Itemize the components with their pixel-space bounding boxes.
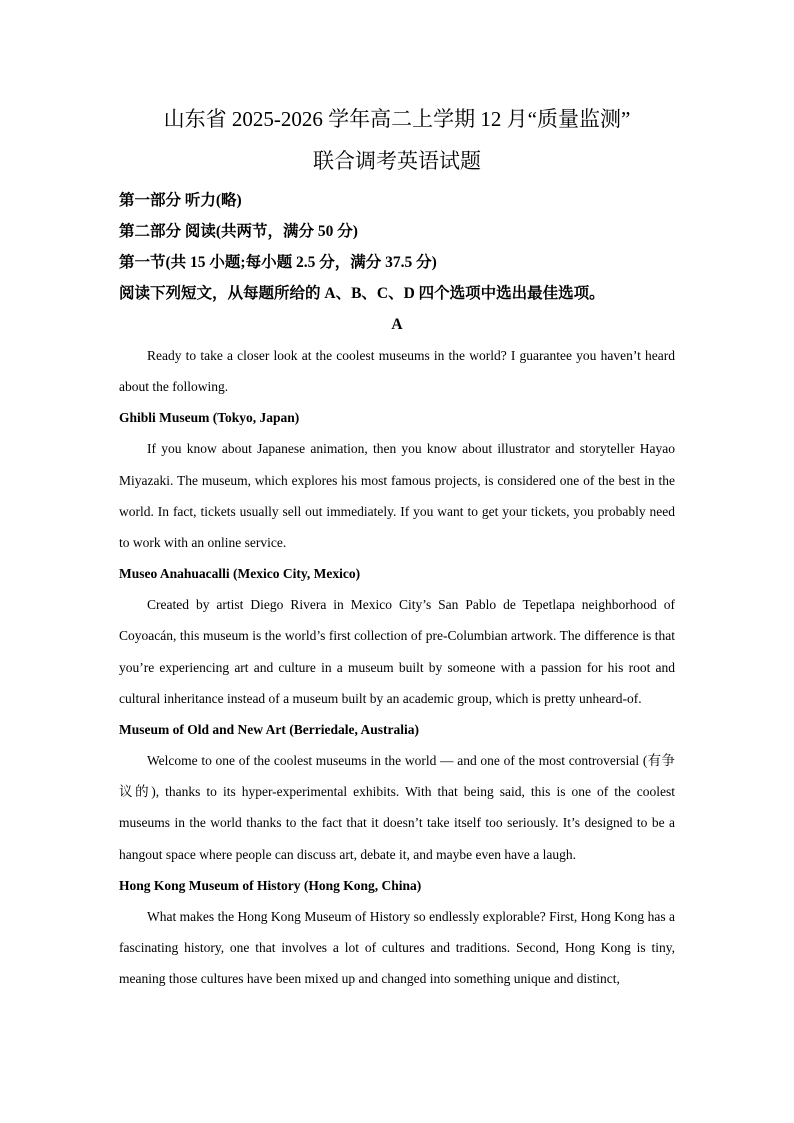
document-title-line2: 联合调考英语试题 bbox=[313, 149, 481, 173]
museum-name-hongkong: Hong Kong Museum of History (Hong Kong, China) bbox=[119, 877, 422, 893]
section1-heading: 第一节(共 15 小题;每小题 2.5 分，满分 37.5 分) bbox=[119, 254, 437, 271]
part1-heading: 第一部分 听力(略) bbox=[119, 192, 242, 209]
museum-name-ghibli: Ghibli Museum (Tokyo, Japan) bbox=[119, 410, 300, 426]
document-title-line1: 山东省 2025-2026 学年高二上学期 12 月“质量监测” bbox=[163, 107, 631, 131]
museum-text-anahuacalli: Created by artist Diego Rivera in Mexico City’s San Pablo de Tepetlapa neighborhood of Coyoacán, this museum is the world’s first collection of pre-Columbian artwork. The difference is that you’re experiencing art and culture in a museum built by someone with a passion for his root and cultural inheritance instead of a museum built by an academic group, which is pretty unheard-of. bbox=[119, 597, 675, 706]
document-page bbox=[119, 0, 675, 994]
passage-label: A bbox=[391, 316, 403, 333]
museum-text-hongkong: What makes the Hong Kong Museum of History so endlessly explorable? First, Hong Kong has a fascinating history, one that involves a lot of cultures and traditions. Second, Hong Kong is tiny, meaning those cultures have been mixed up and changed into something unique and distinct, bbox=[119, 908, 675, 987]
instruction-text: 阅读下列短文，从每题所给的 A、B、C、D 四个选项中选出最佳选项。 bbox=[119, 285, 605, 302]
museum-text-mona: Welcome to one of the coolest museums in the world — and one of the most controversial (有争议的), thanks to its hyper-experimental exhibits. With that being said, this is one of the coolest museums in the world thanks to the fact that it doesn’t take itself too seriously. It’s designed to be a hangout space where people can discuss art, debate it, and maybe even have a laugh. bbox=[119, 753, 675, 862]
part2-heading: 第二部分 阅读(共两节，满分 50 分) bbox=[119, 223, 358, 240]
museum-name-anahuacalli: Museo Anahuacalli (Mexico City, Mexico) bbox=[119, 566, 361, 582]
intro-paragraph: Ready to take a closer look at the coolest museums in the world? I guarantee you haven’t heard about the following. bbox=[119, 348, 675, 395]
museum-name-mona: Museum of Old and New Art (Berriedale, Australia) bbox=[119, 722, 419, 738]
museum-text-ghibli: If you know about Japanese animation, then you know about illustrator and storyteller Hayao Miyazaki. The museum, which explores his most famous projects, is considered one of the best in the world. In fact, tickets usually sell out immediately. If you want to get your tickets, you probably need to work with an online service. bbox=[119, 441, 675, 551]
